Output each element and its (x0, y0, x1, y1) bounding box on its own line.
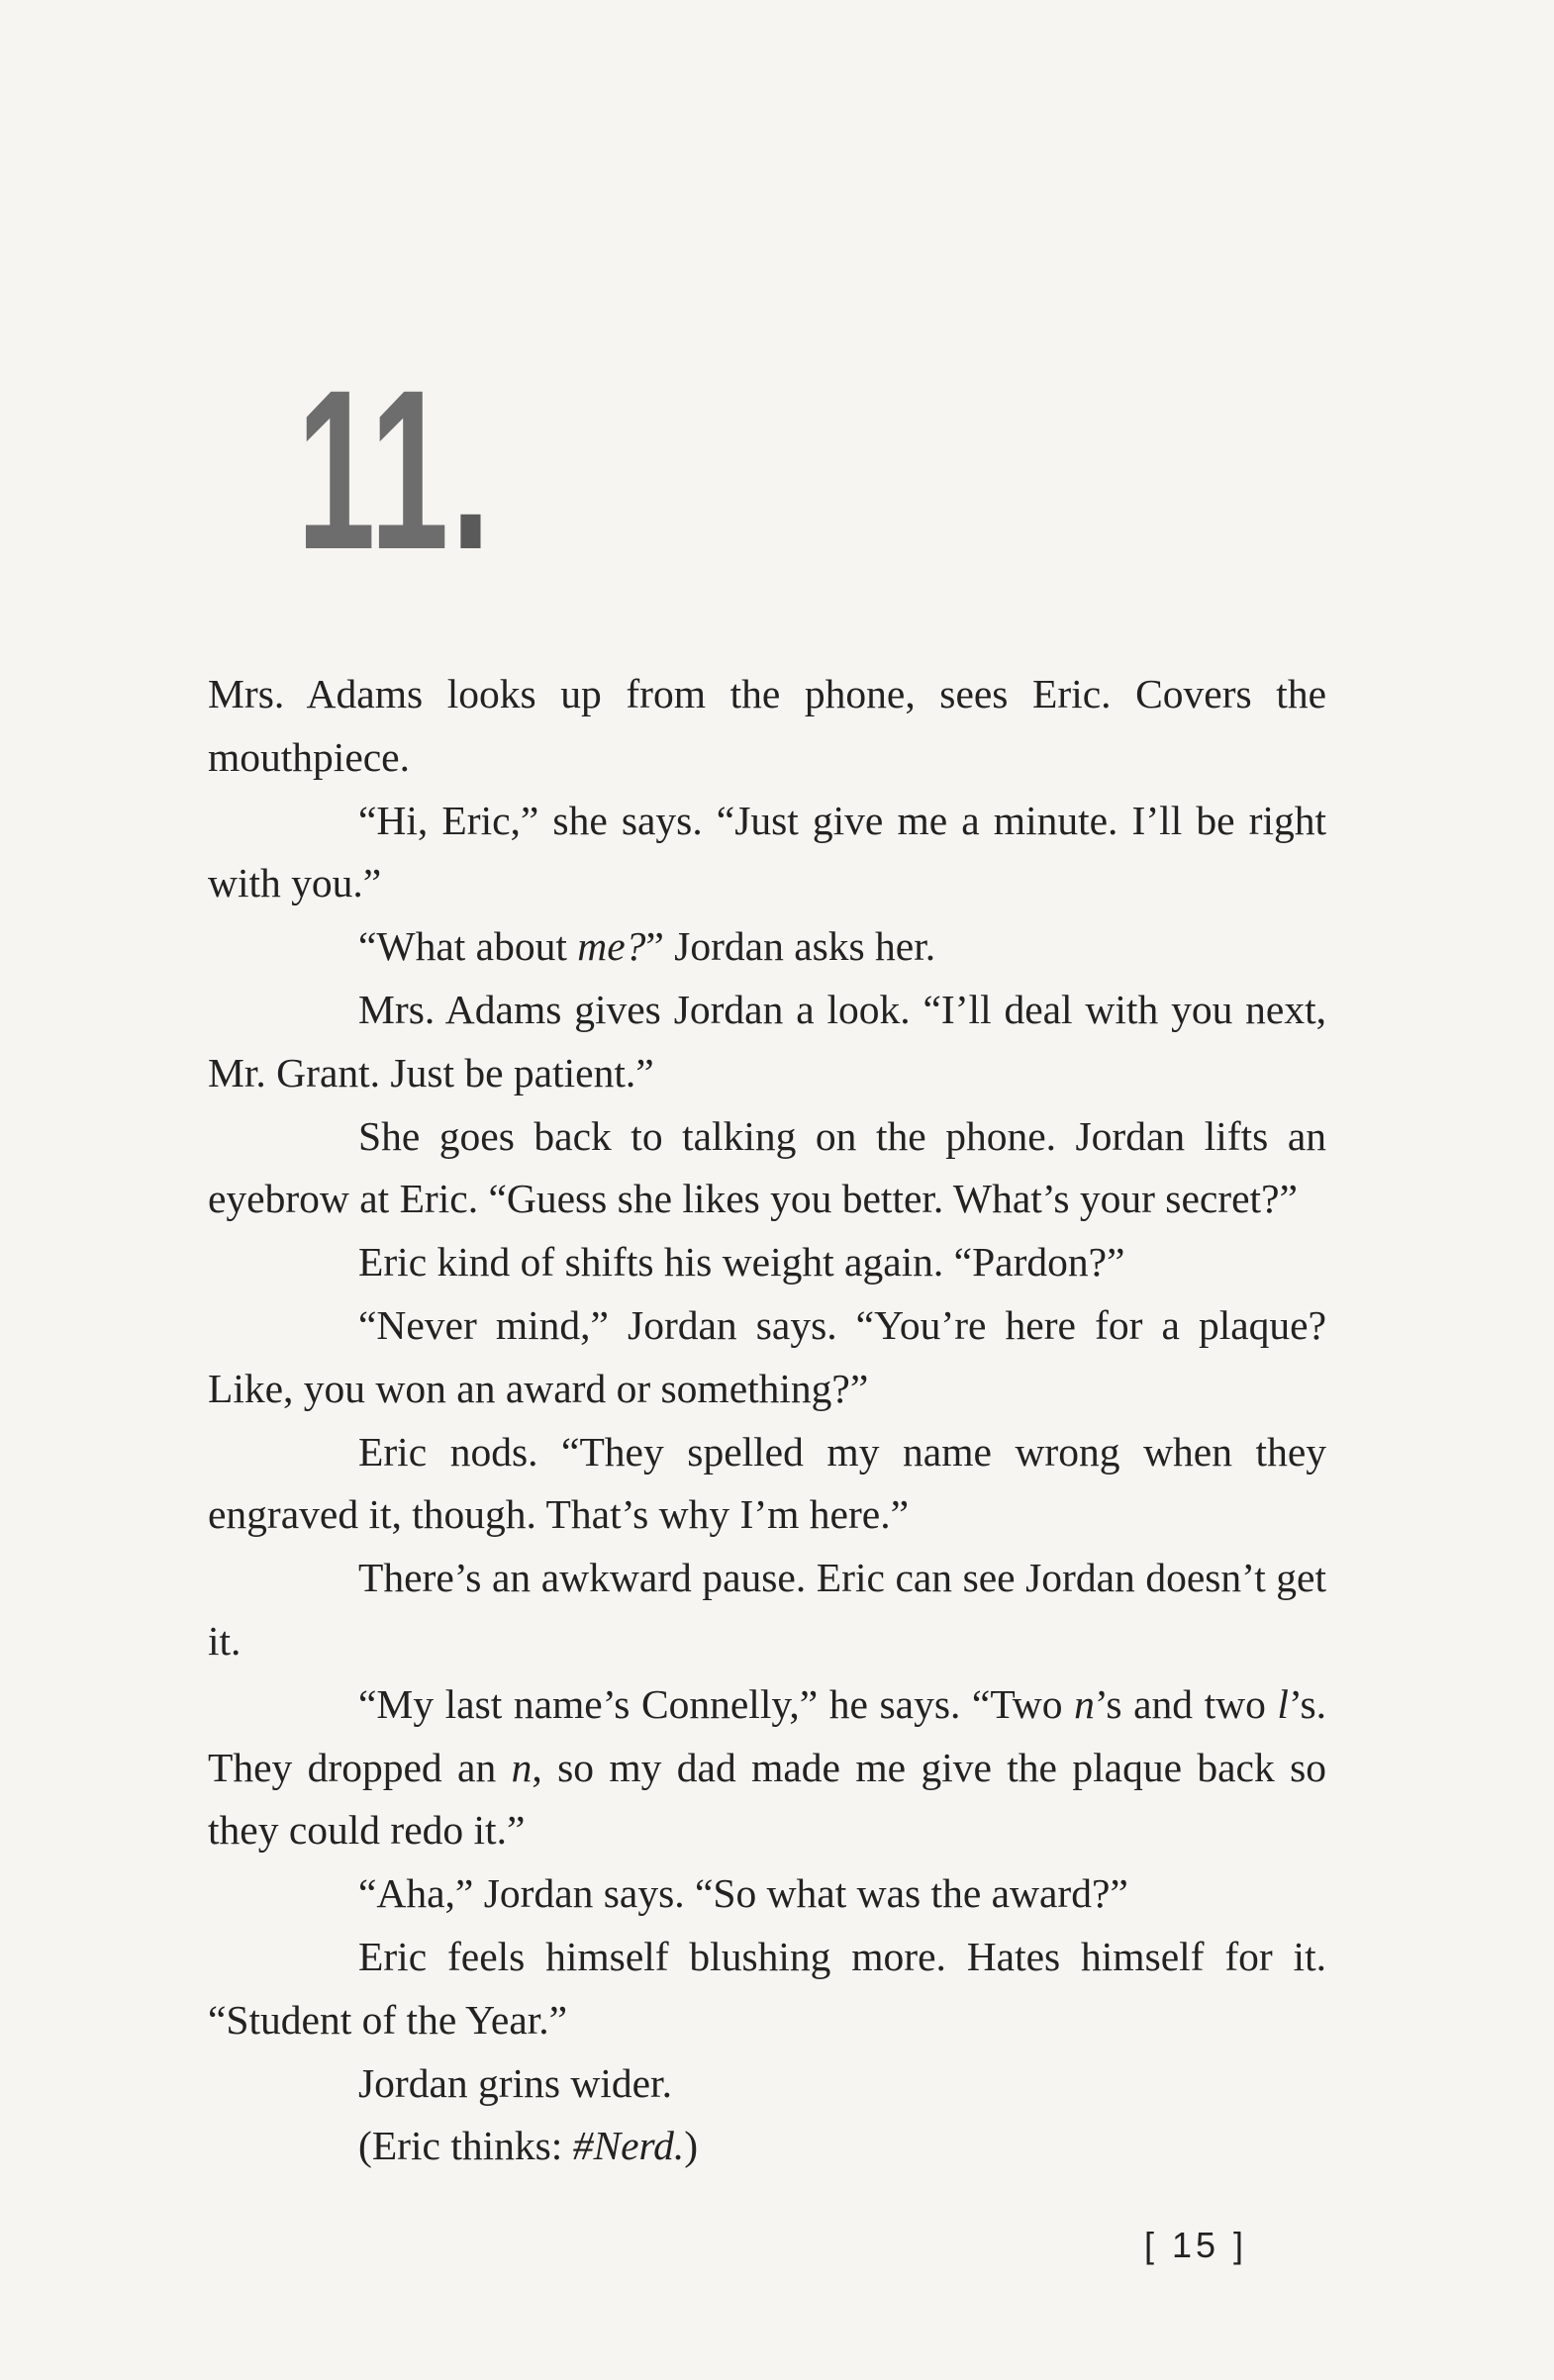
text-segment: There’s an awkward pause. Eric can see Jordan doesn’t get it. (208, 1555, 1326, 1664)
chapter-body-text (208, 663, 1326, 2178)
text-segment: “My last name’s Connelly,” he says. “Two (358, 1680, 1075, 1727)
paragraph (208, 790, 1326, 916)
text-segment: She goes back to talking on the phone. Jordan lifts an eyebrow at Eric. “Guess she likes you better. What’s your secret?” (208, 1112, 1326, 1222)
text-segment: “Hi, Eric,” she says. “Just give me a minute. I’ll be right with you.” (208, 797, 1326, 906)
paragraph (208, 2115, 1326, 2178)
text-segment: Mrs. Adams looks up from the phone, sees Eric. Covers the mouthpiece. (208, 671, 1326, 780)
paragraph (208, 979, 1326, 1105)
text-segment: Mrs. Adams gives Jordan a look. “I’ll deal with you next, Mr. Grant. Just be patient.” (208, 986, 1326, 1095)
chapter-number-digits: 11 (297, 342, 451, 597)
paragraph (208, 1926, 1326, 2052)
text-segment: ’s. They dropped an (208, 1680, 1326, 1790)
text-segment: Eric kind of shifts his weight again. “Pardon?” (358, 1239, 1125, 1285)
italic-text: me? (577, 923, 646, 970)
chapter-number (297, 342, 493, 597)
text-segment: Eric nods. “They spelled my name wrong when they engraved it, though. That’s why I’m here.” (208, 1428, 1326, 1538)
paragraph (208, 663, 1326, 790)
page-number: [ 15 ] (1143, 2225, 1247, 2265)
text-segment: Eric feels himself blushing more. Hates himself for it. “Student of the Year.” (208, 1933, 1326, 2043)
text-segment: ” Jordan asks her. (645, 923, 936, 970)
italic-text: l (1277, 1680, 1289, 1727)
chapter-number-dot: . (450, 342, 493, 597)
paragraph (208, 1547, 1326, 1673)
text-segment: , so my dad made me give the plaque back so they could redo it.” (208, 1744, 1326, 1854)
text-segment: “Aha,” Jordan says. “So what was the award?” (358, 1870, 1128, 1917)
italic-text: #Nerd. (572, 2123, 685, 2169)
text-segment: “Never mind,” Jordan says. “You’re here for a plaque? Like, you won an award or something?” (208, 1301, 1326, 1411)
text-segment: Jordan grins wider. (358, 2059, 672, 2106)
paragraph (208, 915, 1326, 979)
text-segment: “What about (358, 923, 578, 970)
paragraph (208, 1294, 1326, 1421)
paragraph (208, 2052, 1326, 2116)
paragraph (208, 1231, 1326, 1294)
italic-text: n (511, 1744, 533, 1790)
text-segment: ’s and two (1094, 1680, 1278, 1727)
paragraph (208, 1421, 1326, 1548)
paragraph (208, 1862, 1326, 1926)
text-segment: ) (684, 2123, 699, 2169)
italic-text: n (1074, 1680, 1095, 1727)
paragraph (208, 1105, 1326, 1232)
text-segment: (Eric thinks: (358, 2123, 573, 2169)
paragraph (208, 1673, 1326, 1862)
